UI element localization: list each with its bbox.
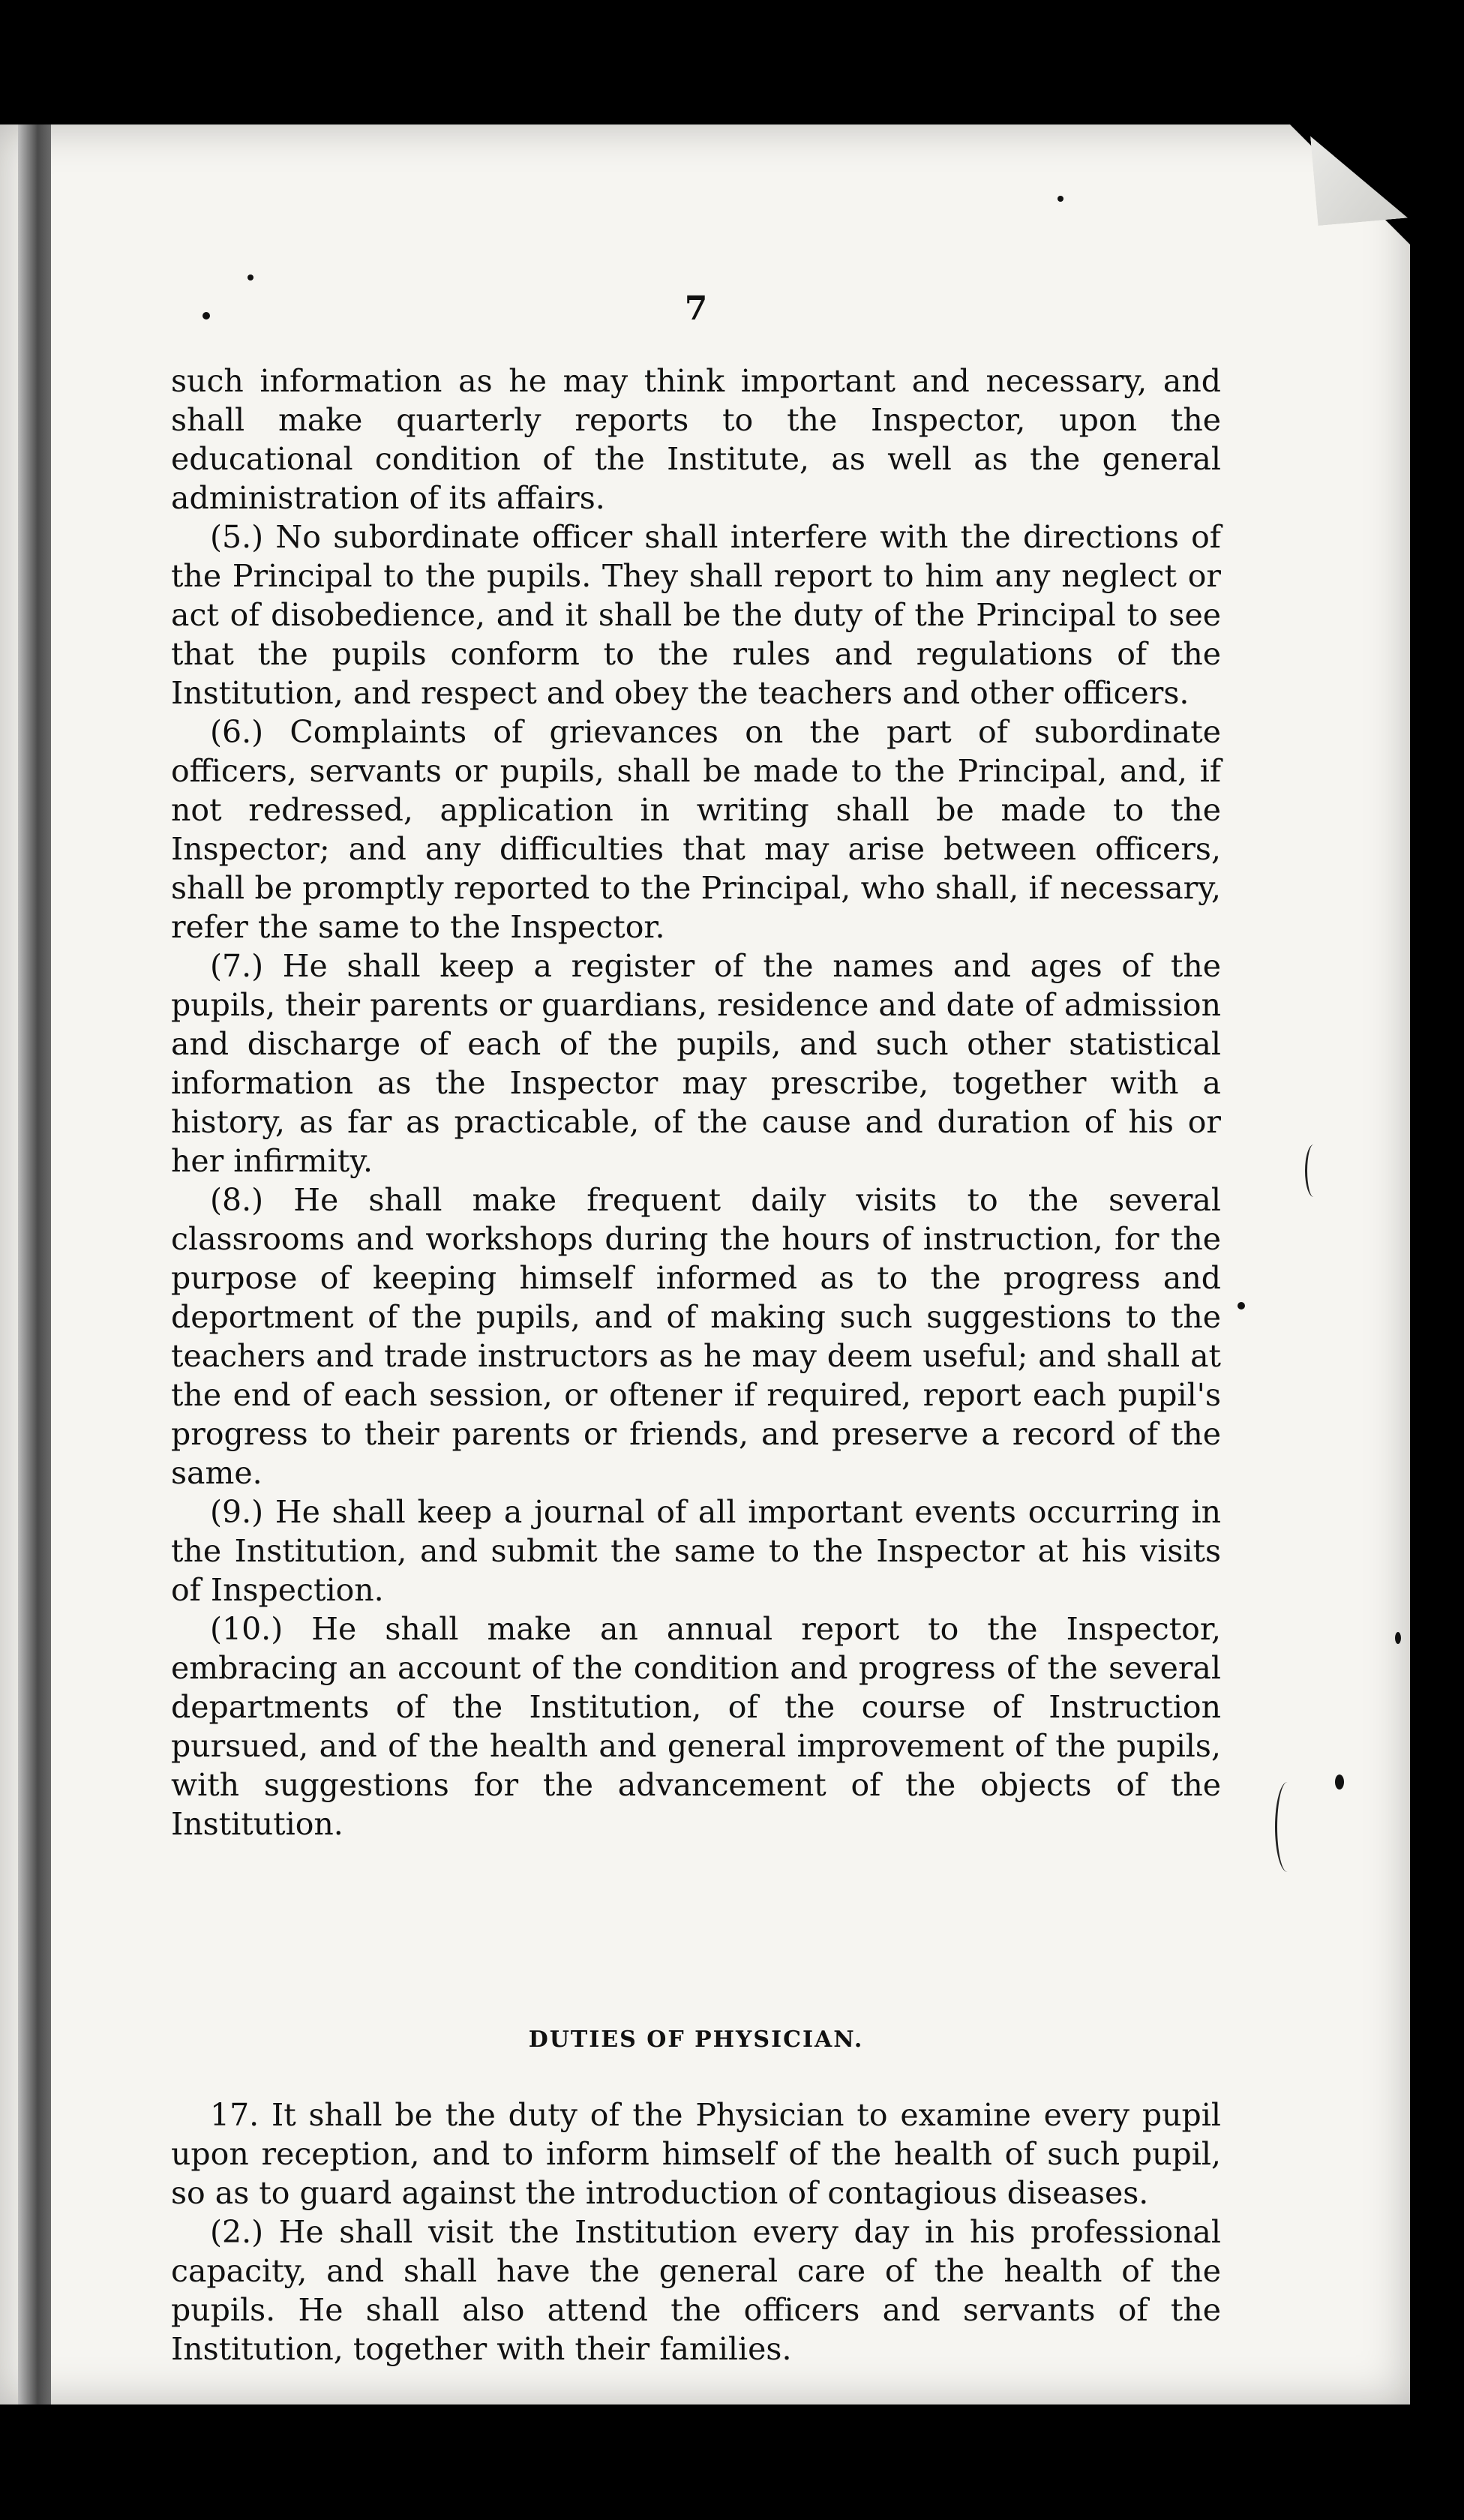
- scan-speck: [248, 274, 254, 280]
- scan-scratch: [1305, 1144, 1322, 1197]
- scan-scratch: [1275, 1782, 1300, 1872]
- document-page: [0, 124, 1410, 2404]
- paragraph-5: (5.) No subordinate officer shall interfere with the directions of the Principal to the pupils. They shall report to him any neglect or act of disobedience, and it shall be the duty of the Principal to see that the pupils conform to the rules and regulations of the Institution, and respect and obey the teachers and other officers.: [171, 519, 1221, 711]
- paragraph-7: (7.) He shall keep a register of the names and ages of the pupils, their parents or guardians, residence and date of admission and discharge of each of the pupils, and such other statistical information as the Inspector may prescribe, together with a history, as far as practicable, of the cause and duration of his or her infirmity.: [171, 948, 1221, 1179]
- scan-speck: [1335, 1774, 1344, 1790]
- paragraph-8: (8.) He shall make frequent daily visits to the several classrooms and workshops during the hours of instruction, for the purpose of keeping himself informed as to the progress and deportment of the pupils, and of making such suggestions to the teachers and trade instructors as he may deem useful; and shall at the end of each session, or oftener if required, report each pupil's progress to their parents or friends, and preserve a record of the same.: [171, 1182, 1221, 1491]
- physician-section: [171, 2096, 1221, 2368]
- paragraph-6: (6.) Complaints of grievances on the part of subordinate officers, servants or pupils, shall be made to the Principal, and, if not redressed, application in writing shall be made to the Inspector; and any difficulties that may arise between officers, shall be promptly reported to the Principal, who shall, if necessary, refer the same to the Inspector.: [171, 714, 1221, 945]
- scan-speck: [1395, 1632, 1401, 1644]
- section-heading: DUTIES OF PHYSICIAN.: [528, 2026, 864, 2053]
- opening-paragraph: such information as he may think important and necessary, and shall make quarterly reports to the Inspector, upon the educational condition of the Institute, as well as the general administration of its affairs.: [171, 363, 1221, 516]
- body-text: [171, 362, 1221, 1844]
- paragraph-17-2: (2.) He shall visit the Institution every day in his professional capacity, and shall have the general care of the health of the pupils. He shall also attend the officers and servants of the Institution, together with their families.: [171, 2214, 1221, 2367]
- page-binding-edge: [18, 124, 51, 2404]
- paragraph-17: 17. It shall be the duty of the Physician to examine every pupil upon reception, and to inform himself of the health of such pupil, so as to guard against the introduction of contagious diseases.: [171, 2097, 1221, 2211]
- page-number: 7: [684, 290, 708, 328]
- paragraph-10: (10.) He shall make an annual report to the Inspector, embracing an account of the condition and progress of the several departments of the Institution, of the course of Instruction pursued, and of the health and general improvement of the pupils, with suggestions for the advancement of the objects of the Institution.: [171, 1611, 1221, 1842]
- scan-speck: [1058, 196, 1064, 202]
- paragraph-9: (9.) He shall keep a journal of all important events occurring in the Institution, and submit the same to the Inspector at his visits of Inspection.: [171, 1494, 1221, 1608]
- scan-speck: [1238, 1302, 1245, 1310]
